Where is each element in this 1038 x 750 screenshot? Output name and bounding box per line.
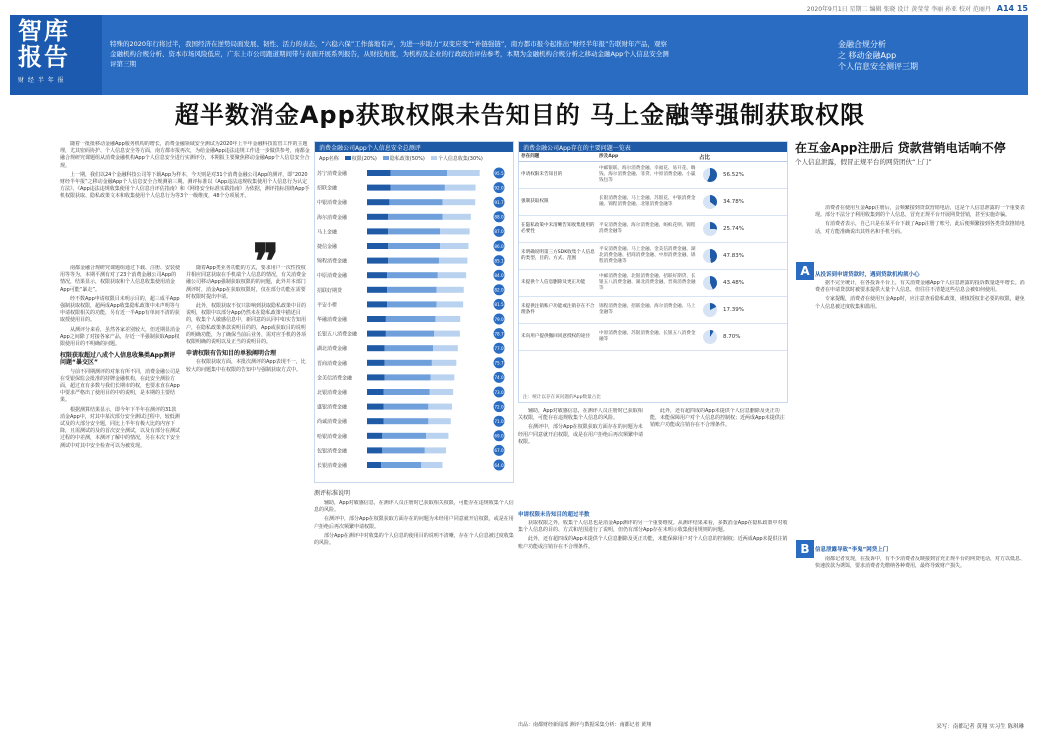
quote-mark-icon: ❞ xyxy=(253,234,279,290)
percent-pie xyxy=(703,249,717,263)
section-badge-b: B xyxy=(796,540,814,558)
paragraph: 获取权限之外，收集个人信息也是消金App测评的另一个重要维度。从测评结果来看，多数消金App在隐私政策中对收集个人信息的目的、方式和范围进行了说明，但仍有部分App存在未明示收集使用规则的问题。 xyxy=(518,520,788,534)
total-value: 91.7 xyxy=(494,200,504,205)
bar-segment xyxy=(367,301,387,307)
chart-legend xyxy=(315,152,513,164)
category-label: 湖北消费金融 xyxy=(317,346,348,353)
bar-segment xyxy=(428,404,452,410)
section-badge-a: A xyxy=(796,262,814,280)
bar-segment xyxy=(439,258,467,264)
report-title-line: 金融合规分析 xyxy=(838,40,886,49)
percent-pie xyxy=(703,168,717,182)
body-column-5 xyxy=(650,408,788,508)
source-line: 出品：南都财经新闻部 测评与数据采集分析：南都记者 黄翔 xyxy=(518,722,652,728)
total-value: 77.0 xyxy=(494,346,504,351)
paragraph: 专家提醒，消费者在使用互金App时，应注意查看隐私政策，谨慎授权非必要的权限，避免个人信息被过度收集和滥用。 xyxy=(815,296,1025,310)
percent-pie xyxy=(703,195,717,209)
bar-segment xyxy=(367,243,388,249)
bar-segment xyxy=(430,389,454,395)
table-row xyxy=(519,324,787,351)
category-label: 捷信金融 xyxy=(317,244,338,250)
bar-segment xyxy=(437,301,464,307)
category-label: 长银五八消费金融 xyxy=(317,331,358,338)
category-label: 长银消费金融 xyxy=(317,463,348,469)
total-value: 67.0 xyxy=(494,448,504,454)
bar-segment xyxy=(367,316,386,322)
paragraph: 与前不同期测评的对象有所不同，消费金融公司是在受银保监会批准的持牌金融机构，在此安全测验方面，超过直有多数与我们长期市的权，也要求直在App中要求严格出了使用目的中的说明，是本期的主要结果。 xyxy=(60,368,180,404)
bar-segment xyxy=(388,243,440,249)
brand-title: 智库报告 xyxy=(18,17,70,71)
sidebar-section-a xyxy=(815,280,1025,530)
paragraph: 根据测算结果显示，即今年下半年在测评的31款消金App中，对其中某次部分安全测试过程中，较低测试及的大部分安全题，同比上半年有极大比的内容下降，且需测试的及的首次安全测试，以及有部分在测试过程的中差测，本测评了解中的情况，另在本次下安全测试中对其中安全检查可以为被发现。 xyxy=(60,406,180,449)
bar-chart-svg xyxy=(315,164,513,480)
percent-label: 43.48% xyxy=(723,280,744,286)
body-column-2 xyxy=(186,265,310,680)
section-heading: 信息泄露导致“李鬼”网贷上门 xyxy=(815,547,889,553)
chart-col-label: App名称 xyxy=(319,155,339,162)
legend-item: 个人信息收集(30%) xyxy=(431,155,483,162)
bar-segment xyxy=(435,316,460,322)
bar-segment xyxy=(367,199,389,205)
paragraph: 据不完全统计，在各投诉平台上，有关消费金融App个人信息泄露的投诉数量逐年增长。消费者在申请贷款时被要求提供大量个人信息，但往往不清楚这些信息会被如何使用。 xyxy=(815,280,1025,294)
percent-label: 34.78% xyxy=(723,199,744,205)
apps-cell: 中邮消费金融、北银消费金融、招联好期贷、长银五八消费金融、湖北消费金融、晋商消费金融等 xyxy=(599,274,696,291)
category-label: 锦程消费金融 xyxy=(317,258,348,265)
bar-segment xyxy=(367,287,387,293)
table-title: 消费金融公司App存在的主要问题一览表 xyxy=(519,142,787,152)
article-headline: 超半数消金App获取权限未告知目的 马上金融等强制获取权限 xyxy=(174,101,866,129)
bar-segment xyxy=(443,199,476,205)
table-body xyxy=(519,162,787,351)
category-label: 招联金融 xyxy=(317,185,338,192)
bar-segment xyxy=(385,360,432,366)
total-value: 84.0 xyxy=(494,273,504,278)
issues-table xyxy=(518,141,788,403)
table-row xyxy=(519,243,787,270)
total-value: 75.7 xyxy=(494,360,504,366)
section-heading: 权限获取超过八成个人信息收集类App测评问题“暴交区” xyxy=(60,352,176,367)
score-chart xyxy=(314,141,514,483)
category-label: 包银消费金融 xyxy=(317,448,348,455)
issue-cell: 未提供个人信息删除及更正功能 xyxy=(521,280,586,285)
total-value: 95.5 xyxy=(494,170,504,176)
column-header: 存在问题 xyxy=(521,153,540,159)
bar-segment xyxy=(445,185,476,191)
category-label: 金美信消费金融 xyxy=(317,375,353,382)
bar-segment xyxy=(388,214,442,220)
bar-segment xyxy=(367,331,386,337)
table-row xyxy=(519,216,787,243)
pct-cell xyxy=(699,243,787,269)
apps-cell: 锦程消费金融、招联金融、海尔消费金融、马上金融等 xyxy=(599,304,696,315)
bar-segment xyxy=(433,345,458,351)
pct-cell xyxy=(699,162,787,188)
bar-segment xyxy=(428,418,450,424)
bar-segment xyxy=(434,331,460,337)
paragraph: 部分App在测评中对收集的个人信息的使用目的说明不清晰，存在个人信息被过度收集的风险。 xyxy=(314,532,514,547)
total-value: 72.0 xyxy=(494,404,504,410)
bar-segment xyxy=(387,272,438,278)
bar-segment xyxy=(386,316,436,322)
total-value: 82.0 xyxy=(494,287,504,293)
section-heading: 申请权限未告知目的超过半数 xyxy=(518,512,590,518)
legend-item: 隐私政策(50%) xyxy=(383,155,425,162)
pct-cell xyxy=(699,324,787,350)
percent-label: 8.70% xyxy=(723,334,741,340)
category-label: 华融消费金融 xyxy=(317,317,348,323)
paragraph: 上一期，我们以24个金融科技公司等下载App为样本，今天则是对31个消费金融公司App的测评，即“2020财经半年报”之移动金融App个人信息安全合规测第三期。测评标准以《App违法违规收集使用个人信息行为认定方法》、《App违法违规收集使用个人信息自评估指南》和《网络安全标准实践指南》为依据，测评指标围绕App手机权限获取、隐私政策文本和收集使用个人信息行为等3个一级维度，48个分项展开。 xyxy=(60,171,310,200)
bar-segment xyxy=(432,360,456,366)
bar-segment xyxy=(367,360,385,366)
bar-segment xyxy=(421,462,442,468)
pct-cell xyxy=(699,216,787,242)
paragraph: 从测评分来看，虽然各家差别较大，但近期显消金App之间除了对接各家产品，存近一半强制获取App权限使用目的不明确的问题。 xyxy=(60,326,180,348)
category-label: 哈银消费金融 xyxy=(317,433,348,440)
bar-segment xyxy=(367,389,384,395)
body-column-3 xyxy=(314,500,514,680)
pct-cell xyxy=(699,297,787,323)
bar-segment xyxy=(367,228,388,234)
paragraph: 消费者在使用互金App注册后，会频繁接到贷款营销电话，这是个人信息泄露的一个重要表现。部分不法分子利用收集到的个人信息，冒充正规平台开展网贷营销，甚至实施诈骗。 xyxy=(815,205,1025,219)
total-value: 79.0 xyxy=(494,316,504,322)
bar-segment xyxy=(386,331,434,337)
table-row xyxy=(519,297,787,324)
legend-item: 权限(20%) xyxy=(345,155,377,162)
category-label: 海尔消费金融 xyxy=(317,214,348,221)
paragraph: 南都金融合规研究课题组通过下载、注册、安装使用等等为，本期平测有对了23个消费金融公司App的情况，结果显示，权限获取和个人信息收集使用消金App可能“暴走”。 xyxy=(60,265,180,293)
total-value: 71.0 xyxy=(494,419,504,424)
column-header: 占比 xyxy=(699,154,711,161)
page-number: A14 15 xyxy=(996,4,1028,13)
lead-paragraphs xyxy=(60,141,310,241)
bar-segment xyxy=(382,447,424,453)
bar-segment xyxy=(387,287,437,293)
body-column-6 xyxy=(518,520,788,700)
apps-cell: 中原消费金融、苏银消费金融、长银五八消费金融等 xyxy=(599,331,696,342)
apps-cell: 平安消费金融、马上金融、金美信消费金融、湖北消费金融、招商消费金融、中原消费金融、锦程消费金融等 xyxy=(599,247,696,264)
header-meta: 2020年9月1日 星期二 编辑 张晓 设计 黄莹莹 李丽 孙亚 校对 范丽丹 xyxy=(806,6,991,13)
category-label: 北银消费金融 xyxy=(317,390,348,396)
category-label: 晋商消费金融 xyxy=(317,360,348,367)
bar-segment xyxy=(426,433,448,439)
issue-cell: 强制获取权限 xyxy=(521,199,549,204)
percent-pie xyxy=(703,303,717,317)
pct-cell xyxy=(699,189,787,215)
total-value: 78.7 xyxy=(494,331,504,337)
bar-segment xyxy=(385,345,433,351)
percent-pie xyxy=(703,276,717,290)
total-value: 85.1 xyxy=(494,258,504,264)
paragraph: 南都记者发现，在投诉中，有不少消费者反映接到冒充正规平台的网贷电话，对方以低息、快速放款为诱饵，要求消费者先缴纳各种费用，最终导致财产损失。 xyxy=(815,556,1025,570)
bar-segment xyxy=(388,228,440,234)
bar-segment xyxy=(447,170,479,176)
total-value: 74.0 xyxy=(494,375,504,381)
percent-label: 47.83% xyxy=(723,253,744,259)
body-column-1 xyxy=(60,265,180,680)
body-column-4 xyxy=(518,408,646,508)
issue-cell: 未提供注销账户功能或注销存在不合理条件 xyxy=(521,304,595,315)
percent-label: 25.74% xyxy=(723,226,744,232)
bar-segment xyxy=(367,170,391,176)
paragraph: 在权限获取方面，本批次测评的App表现不一，比较大的问题集中在权限的告知中与强制获取方式中。 xyxy=(186,359,306,373)
total-value: 92.0 xyxy=(494,185,504,191)
sidebar-section-b xyxy=(815,556,1025,706)
bar-segment xyxy=(367,214,388,220)
apps-cell: 中邮银联、海尔消费金融、幸福花、易开花、嗨钱、海尔消费金融、菲贷、中原消费金融、小赢钱包等 xyxy=(599,166,696,183)
bar-segment xyxy=(391,170,448,176)
percent-pie xyxy=(703,330,717,344)
bar-segment xyxy=(367,418,384,424)
table-row xyxy=(519,162,787,189)
banner-intro: 特殊的2020年行将过半，我国经济在逆势局面发展、韧性、活力的表态，“六稳六保”工作落地有声，为进一步助力“双变应变”“补链强链”，南方都市报今起推出“财经半年报”告联财年产品，观察金融机构合规分析、资本市场风险低应，广东上市公司跑道期间带与表面开展系列报告，从财技角度，为机构及企业的行政政治评估参考，本期为金融机构合规分析之移动金融App个人信息安全测评第三期 xyxy=(110,40,669,68)
bar-segment xyxy=(384,418,429,424)
author-credit: 采写：南都记者 黄翔 实习生 陈琪琳 xyxy=(936,724,1024,730)
brand-block xyxy=(10,15,102,95)
bar-segment xyxy=(367,374,385,380)
category-label: 苏宁消费金融 xyxy=(317,171,348,177)
section-heading: 从投诉到申请贷款时，遇到贷款机构须小心 xyxy=(815,272,920,278)
section-heading: 申请权限有告知目的单独阐明合理 xyxy=(186,350,277,358)
sidebar-title: 在互金App注册后 贷款营销电话响不停 xyxy=(795,141,1006,155)
issue-cell: 申请权限未告知目的 xyxy=(521,172,563,177)
issue-cell: 未明确说明第三方SDK收集个人信息的类型、目的、方式、范围 xyxy=(521,250,595,261)
table-row xyxy=(519,270,787,297)
total-value: 64.0 xyxy=(494,462,504,468)
paragraph: 随着App类业务功能的方式，要求用户一次性授权并相应同意获取在手机端个人信息的情况，有关消费金融公司移动App强制获取权限的的问题，此外并本部门测评时，消金App在获取权限时，仅在部分功能在需要时权限时提出申请。 xyxy=(186,265,307,300)
report-series-title xyxy=(838,39,1018,72)
sidebar-article xyxy=(795,141,1025,201)
total-value: 87.0 xyxy=(494,229,504,235)
category-label: 马上金融 xyxy=(317,229,338,236)
bar-segment xyxy=(384,389,430,395)
report-title-line: 之 移动金融App xyxy=(838,51,897,60)
paragraph: 经不数App申请权限目未明示目的，超三成平App强制获取权限，超两成App收集隐私政策中未声明等与申请权限相关的功能，另有近一半App有单间不清的获取授使用目的。 xyxy=(60,295,180,324)
total-value: 81.5 xyxy=(494,302,504,308)
paragraph: 在测评中，部分App在权限获取方面存在的问题为未经用户同意就开启权限，或是在用户拒绝后再次频繁申请权限。 xyxy=(518,424,644,445)
category-label: 中原消费金融 xyxy=(317,273,348,280)
top-banner xyxy=(10,15,1028,95)
bar-segment xyxy=(388,258,439,264)
category-label: 盛银消费金融 xyxy=(317,404,348,411)
bar-segment xyxy=(389,199,442,205)
category-label: 招联好期贷 xyxy=(317,287,343,294)
bar-segment xyxy=(384,404,429,410)
bar-segment xyxy=(367,447,382,453)
total-value: 69.0 xyxy=(494,433,504,439)
category-label: 平安小橙 xyxy=(317,302,338,309)
category-label: 中银消费金融 xyxy=(317,200,348,207)
pct-cell xyxy=(699,270,787,296)
sidebar-intro xyxy=(815,205,1025,265)
table-header-row xyxy=(519,152,787,162)
issue-cell: 在隐私政策中未清晰告知收集使用的必要性 xyxy=(521,223,595,234)
paragraph: 此外，权限获取不仅只影响到获取隐私政策中目的说明，权限中以部分App仍然未在隐私政策中描述目的，收集个人敏感信息中，新同意的认同中如实告知用户，在隐私政策条款说明目的的，App或获取目的说明的明确功能，为了确保当前后业务，需对应手机的各项权限明确的说明以及正当的说明目的。 xyxy=(186,303,307,346)
bar-segment xyxy=(440,228,470,234)
total-value: 88.0 xyxy=(494,214,504,220)
bar-segment xyxy=(431,374,455,380)
paragraph: 辅助，App对敏感信息，在测评人员注册时已获取相关权限，可能存在违规收集个人信息的风险。 xyxy=(314,500,514,514)
brand-subtitle: 财 经 半 年 报 xyxy=(18,77,65,84)
paragraph: 在测评中，部分App在权限获取方面存在的问题为未经用户同意就开启权限，或是在用户拒绝后再次频繁申请权限。 xyxy=(314,516,514,530)
bar-segment xyxy=(385,374,431,380)
paragraph: 有消费者表示，自己只是在某平台下载了App注册了账号，此后便频繁接到各类贷款推销电话，对方能准确说出其姓名和手机号码。 xyxy=(815,221,1025,235)
issue-cell: 未向用户提供撤回同意授权的途径 xyxy=(521,334,590,339)
paragraph: 此外，还有超四成的App未提供个人信息删除及更正功能，未能保障用户对个人信息的控制权；近两成App未提供注销账户功能或注销存在不合理条件。 xyxy=(518,536,788,550)
column-header: 涉及App xyxy=(599,153,619,159)
chart-title: 消费金融公司App个人信息安全总测评 xyxy=(315,142,513,152)
bar-segment xyxy=(443,214,471,220)
paragraph: 辅助，App对敏感信息，在测评人员注册时已获取相关权限，可能存在违规收集个人信息的风险。 xyxy=(518,408,643,422)
bar-segment xyxy=(440,243,468,249)
bar-segment xyxy=(425,447,446,453)
chart-note: 测评标准说明 xyxy=(314,490,351,497)
bar-segment xyxy=(438,272,466,278)
report-title-line: 个人信息安全测评三期 xyxy=(838,62,918,71)
bar-segment xyxy=(367,272,387,278)
percent-label: 56.52% xyxy=(723,172,744,178)
bar-segment xyxy=(391,185,445,191)
paragraph: 此外，还有超四成的App未提供个人信息删除及更正功能，未能保障用户对个人信息的控制权；近两成App未提供注销账户功能或注销存在不合理条件。 xyxy=(650,408,785,429)
table-note: 注：统计以存在该问题的App数量占比 xyxy=(523,395,601,400)
bar-segment xyxy=(367,433,382,439)
percent-pie xyxy=(703,222,717,236)
bar-segment xyxy=(367,404,384,410)
bar-segment xyxy=(367,345,385,351)
bar-segment xyxy=(437,287,464,293)
bar-segment xyxy=(387,301,437,307)
bar-segment xyxy=(381,462,421,468)
apps-cell: 长银消费金融、马上金融、苏银花、中银消费金融、锦程消费金融、北银消费金融等 xyxy=(599,196,696,207)
bar-segment xyxy=(367,462,381,468)
total-value: 86.0 xyxy=(494,243,504,249)
sidebar-subtitle: 个人信息泄露，假冒正规平台的网贷团伙“上门” xyxy=(795,158,932,166)
bar-segment xyxy=(367,258,388,264)
bar-segment xyxy=(367,185,391,191)
percent-label: 17.39% xyxy=(723,307,744,313)
paragraph: 随着一批批移动金融App服务机构的增长，消费金融领域安全测试为2020年上半年金融科技监管工作的主题埋，尤其密码协护、个人信息安全等方面，南方都市报再次，为给金融App违法违规工作进一步做供参考，南都金融合规研究课题组从消费金融机构App个人信息安全进行实测评分，本期报主要聚焦移动金融App个人信息安全合规。 xyxy=(60,141,310,169)
apps-cell: 平安消费金融、海尔消费金融、蚂蚁花呗、锦程消费金融等 xyxy=(599,223,696,234)
table-row xyxy=(519,189,787,216)
total-value: 73.0 xyxy=(494,389,504,395)
category-label: 尚诚消费金融 xyxy=(317,419,348,426)
bar-segment xyxy=(382,433,426,439)
